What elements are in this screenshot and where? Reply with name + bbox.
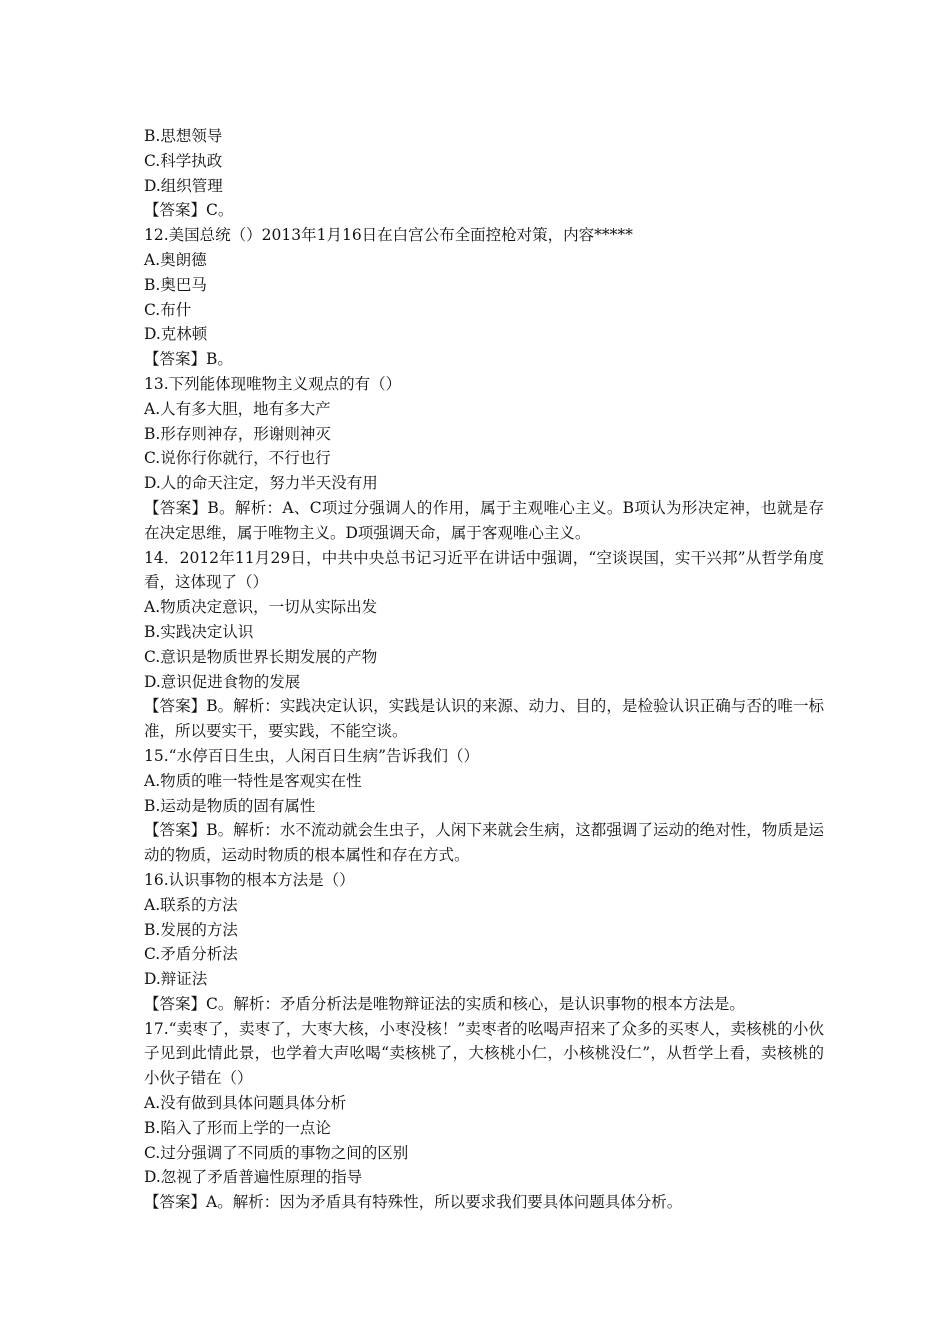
question-line: 12.美国总统（）2013年1月16日在白宫公布全面控枪对策，内容***** [144, 226, 633, 245]
option-line: C.科学执政 [144, 151, 223, 170]
option-line: B.实践决定认识 [144, 622, 254, 641]
answer-line: 【答案】C。 [144, 201, 234, 220]
option-line: C.矛盾分析法 [144, 945, 238, 964]
option-line: A.物质决定意识，一切从实际出发 [144, 598, 378, 617]
option-line: C.意识是物质世界长期发展的产物 [144, 647, 378, 666]
answer-line: 【答案】C。解析：矛盾分析法是唯物辩证法的实质和核心，是认识事物的根本方法是。 [144, 994, 745, 1013]
answer-line: 【答案】B。解析：实践决定认识，实践是认识的来源、动力、目的，是检验认识正确与否的唯一标准，所以要实干，要实践，不能空谈。 [144, 697, 824, 741]
question-line: 14．2012年11月29日，中共中央总书记习近平在讲话中强调，“空谈误国，实干兴邦”从哲学角度看，这体现了（） [144, 548, 824, 592]
option-line: A.没有做到具体问题具体分析 [144, 1094, 347, 1113]
option-line: B.奥巴马 [144, 275, 207, 294]
option-line: D.人的命天注定，努力半天没有用 [144, 474, 378, 493]
option-line: C.布什 [144, 300, 192, 319]
option-line: B.陷入了形而上学的一点论 [144, 1118, 331, 1137]
answer-line: 【答案】B。 [144, 350, 233, 369]
answer-line: 【答案】B。解析：水不流动就会生虫子，人闲下来就会生病，这都强调了运动的绝对性，物质是运动的物质，运动时物质的根本属性和存在方式。 [144, 821, 824, 865]
option-line: A.人有多大胆，地有多大产 [144, 399, 331, 418]
option-line: A.联系的方法 [144, 895, 238, 914]
option-line: C.过分强调了不同质的事物之间的区别 [144, 1143, 409, 1162]
option-line: B.运动是物质的固有属性 [144, 796, 316, 815]
question-line: 13.下列能体现唯物主义观点的有（） [144, 374, 402, 393]
option-line: D.辩证法 [144, 970, 208, 989]
option-line: D.意识促进食物的发展 [144, 672, 301, 691]
document-body [144, 124, 824, 1215]
question-line: 16.认识事物的根本方法是（） [144, 870, 355, 889]
option-line: D.组织管理 [144, 176, 223, 195]
option-line: B.思想领导 [144, 127, 223, 145]
option-line: C.说你行你就行，不行也行 [144, 449, 331, 468]
answer-line: 【答案】B。解析：A、C项过分强调人的作用，属于主观唯心主义。B项认为形决定神，也就是存在决定思维，属于唯物主义。D项强调天命，属于客观唯心主义。 [144, 498, 824, 542]
option-line: D.忽视了矛盾普遍性原理的指导 [144, 1168, 363, 1187]
option-line: D.克林顿 [144, 325, 208, 344]
question-line: 15.“水停百日生虫，人闲百日生病”告诉我们（） [144, 746, 479, 765]
option-line: B.形存则神存，形谢则神灭 [144, 424, 331, 443]
answer-line: 【答案】A。解析：因为矛盾具有特殊性，所以要求我们要具体问题具体分析。 [144, 1193, 683, 1212]
option-line: B.发展的方法 [144, 920, 238, 939]
option-line: A.奥朗德 [144, 250, 207, 269]
question-line: 17.“卖枣了，卖枣了，大枣大核，小枣没核！”卖枣者的吆喝声招来了众多的买枣人，卖核桃的小伙子见到此情此景，也学着大声吆喝“卖核桃了，大核桃小仁，小核桃没仁”，从哲学上看，卖核桃的小伙子错在（） [144, 1019, 824, 1088]
option-line: A.物质的唯一特性是客观实在性 [144, 771, 362, 790]
